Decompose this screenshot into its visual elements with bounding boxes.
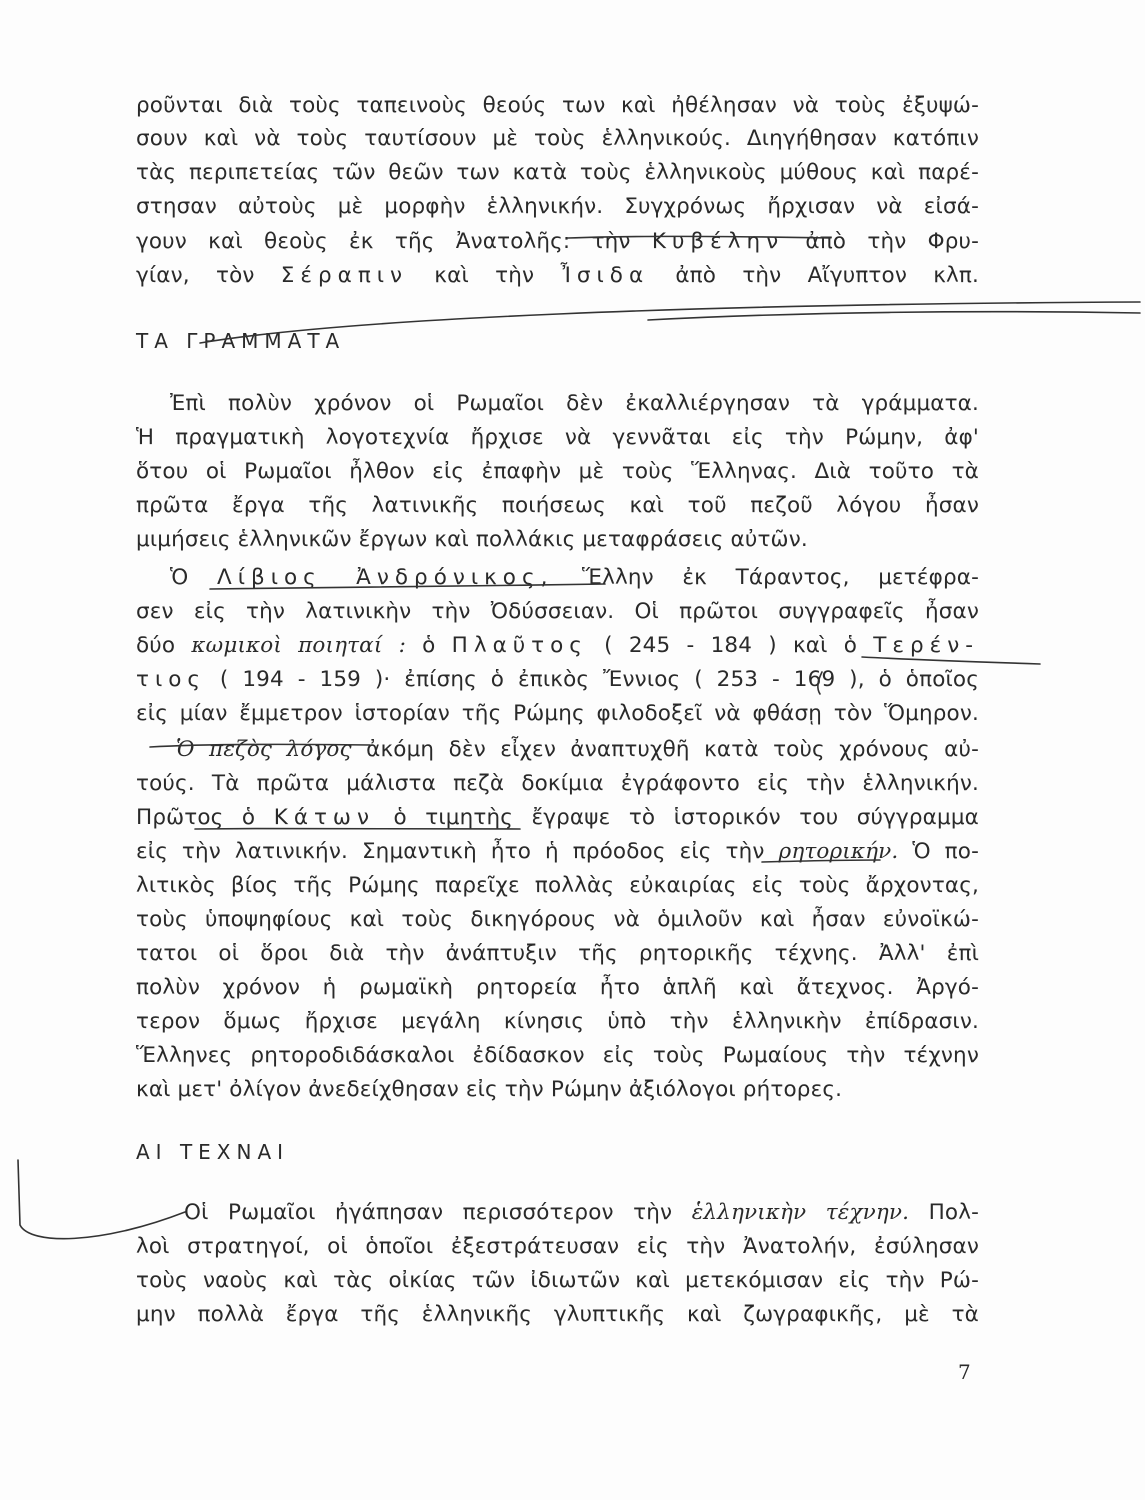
text-segment: ὁ <box>422 633 436 658</box>
text-segment: γουν καὶ θεοὺς ἐκ τῆς Ἀνατολῆς: τὴν <box>136 229 631 254</box>
text-line: τοὺς ναοὺς καὶ τὰς οἰκίας τῶν ἰδιωτῶν καὶ μετεκόμισαν εἰς τὴν Ρώ- <box>136 1268 979 1293</box>
section-heading: ΑΙ ΤΕΧΝΑΙ <box>136 1140 290 1164</box>
bracket-mark <box>18 1160 185 1239</box>
spaced-name: Τερέν- <box>873 633 980 658</box>
text-segment: Ἕλλην ἐκ Τάραντος, μετέφρα- <box>582 565 980 590</box>
spaced-name: Ἶσιδα <box>560 263 650 288</box>
text-line: τοὺς ὑποψηφίους καὶ τοὺς δικηγόρους νὰ ὁμιλοῦν καὶ ἦσαν εὐνοϊκώ- <box>136 907 979 932</box>
text-line: πολὺν χρόνον ἡ ρωμαϊκὴ ρητορεία ἦτο ἁπλῆ καὶ ἄτεχνος. Ἀργό- <box>136 975 979 1000</box>
text-segment: εἰς τὴν λατινικήν. Σημαντικὴ ἦτο ἡ πρόοδος εἰς τὴν <box>136 839 765 864</box>
text-line <box>136 801 979 835</box>
spaced-name: τιος <box>136 667 206 692</box>
text-line: Ἐπὶ πολὺν χρόνον οἱ Ρωμαῖοι δὲν ἐκαλλιέργησαν τὰ γράμματα. <box>170 391 979 416</box>
text-segment: γίαν, τὸν <box>136 263 255 288</box>
annotation-line <box>648 312 1140 320</box>
spaced-name: Πλαῦτος <box>451 633 588 658</box>
text-segment: ἀκόμη δὲν εἶχεν ἀναπτυχθῆ κατὰ τοὺς χρόνους αὐ- <box>366 737 979 762</box>
text-line: σουν καὶ νὰ τοὺς ταυτίσουν μὲ τοὺς ἑλληνικούς. Διηγήθησαν κατόπιν <box>136 126 979 151</box>
text-segment: ( 245 - 184 ) καὶ ὁ <box>604 633 858 658</box>
section-heading: ΤΑ ΓΡΑΜΜΑΤΑ <box>136 329 346 353</box>
text-segment: Οἱ Ρωμαῖοι ἠγάπησαν περισσότερον τὴν <box>184 1200 673 1225</box>
text-line <box>136 629 979 663</box>
spaced-name: Κάτων <box>273 805 375 830</box>
text-line: λοὶ στρατηγοί, οἱ ὁποῖοι ἐξεστράτευσαν εἰς τὴν Ἀνατολήν, ἐσύλησαν <box>136 1234 979 1259</box>
text-line: Ἕλληνες ρητοροδιδάσκαλοι ἐδίδασκον εἰς τοὺς Ρωμαίους τὴν τέχνην <box>136 1043 979 1068</box>
text-segment: ἀπὸ τὴν Αἴγυπτον κλπ. <box>675 263 979 288</box>
text-segment: Ὁ πο- <box>912 839 979 864</box>
spaced-name: Κυβέλην <box>651 229 785 254</box>
text-line: σεν εἰς τὴν λατινικὴν τὴν Ὀδύσσειαν. Οἱ πρῶτοι συγγραφεῖς ἦσαν <box>136 599 979 624</box>
text-line: τερον ὅμως ἤρχισε μεγάλη κίνησις ὑπὸ τὴν ἑλληνικὴν ἐπίδρασιν. <box>136 1009 979 1034</box>
text-line <box>136 225 979 259</box>
text-line: πρῶτα ἔργα τῆς λατινικῆς ποιήσεως καὶ τοῦ πεζοῦ λόγου ἦσαν <box>136 493 979 518</box>
spaced-name: Σέραπιν <box>280 263 409 288</box>
text-line <box>176 733 979 767</box>
spaced-name: Λίβιος Ἀνδρόνικος, <box>216 565 554 590</box>
text-line: Ἡ πραγματικὴ λογοτεχνία ἤρχισε νὰ γεννᾶται εἰς τὴν Ρώμην, ἀφ' <box>136 425 979 450</box>
text-line: μιμήσεις ἑλληνικῶν ἔργων καὶ πολλάκις μεταφράσεις αὐτῶν. <box>136 527 808 552</box>
text-line: τατοι οἱ ὅροι διὰ τὴν ἀνάπτυξιν τῆς ρητορικῆς τέχνης. Ἀλλ' ἐπὶ <box>136 941 979 966</box>
text-line: μην πολλὰ ἔργα τῆς ἑλληνικῆς γλυπτικῆς καὶ ζωγραφικῆς, μὲ τὰ <box>136 1302 979 1327</box>
text-segment: καὶ τὴν <box>434 263 535 288</box>
text-line <box>136 835 979 869</box>
text-line: λιτικὸς βίος τῆς Ρώμης παρεῖχε πολλὰς εὐκαιρίας εἰς τοὺς ἄρχοντας, <box>136 873 979 898</box>
text-line <box>184 1196 979 1230</box>
text-line: ὅτου οἱ Ρωμαῖοι ἦλθον εἰς ἐπαφὴν μὲ τοὺς Ἕλληνας. Διὰ τοῦτο τὰ <box>136 459 979 484</box>
text-segment: ὁ τιμητὴς ἔγραψε τὸ ἱστορικόν του σύγγραμμα <box>393 805 979 830</box>
page-number: 7 <box>958 1360 971 1384</box>
text-segment: Πρῶτος ὁ <box>136 805 256 830</box>
italic-segment: Ὁ πεζὸς λόγος <box>176 737 352 762</box>
text-line: τὰς περιπετείας τῶν θεῶν των κατὰ τοὺς ἑλληνικοὺς μύθους καὶ παρέ- <box>136 160 979 185</box>
text-line: καὶ μετ' ὀλίγον ἀνεδείχθησαν εἰς τὴν Ρώμην ἀξιόλογοι ρήτορες. <box>136 1077 843 1102</box>
text-segment: ἀπὸ τὴν Φρυ- <box>805 229 980 254</box>
italic-segment: ρητορικήν. <box>778 839 899 864</box>
text-segment: Ὁ <box>170 565 189 590</box>
text-segment: Πολ- <box>928 1200 980 1225</box>
text-line: στησαν αὐτοὺς μὲ μορφὴν ἑλληνικήν. Συγχρόνως ἤρχισαν νὰ εἰσά- <box>136 194 979 219</box>
text-line: τούς. Τὰ πρῶτα μάλιστα πεζὰ δοκίμια ἐγράφοντο εἰς τὴν ἑλληνικήν. <box>136 771 979 796</box>
italic-segment: κωμικοὶ ποιηταί : <box>191 633 406 658</box>
text-segment: δύο <box>136 633 176 658</box>
text-segment: ( 194 - 159 )· ἐπίσης ὁ ἐπικὸς Ἔννιος ( 253 - 169 ), ὁ ὁποῖος <box>219 667 979 692</box>
text-line <box>170 561 979 595</box>
text-line: ροῦνται διὰ τοὺς ταπεινοὺς θεούς των καὶ ἠθέλησαν νὰ τοὺς ἐξυψώ- <box>136 93 979 118</box>
italic-segment: ἑλληνικὴν τέχνην. <box>691 1200 910 1225</box>
text-line: εἰς μίαν ἔμμετρον ἱστορίαν τῆς Ρώμης φιλοδοξεῖ νὰ φθάσῃ τὸν Ὅμηρον. <box>136 701 979 726</box>
text-line <box>136 663 979 697</box>
text-line <box>136 259 979 293</box>
